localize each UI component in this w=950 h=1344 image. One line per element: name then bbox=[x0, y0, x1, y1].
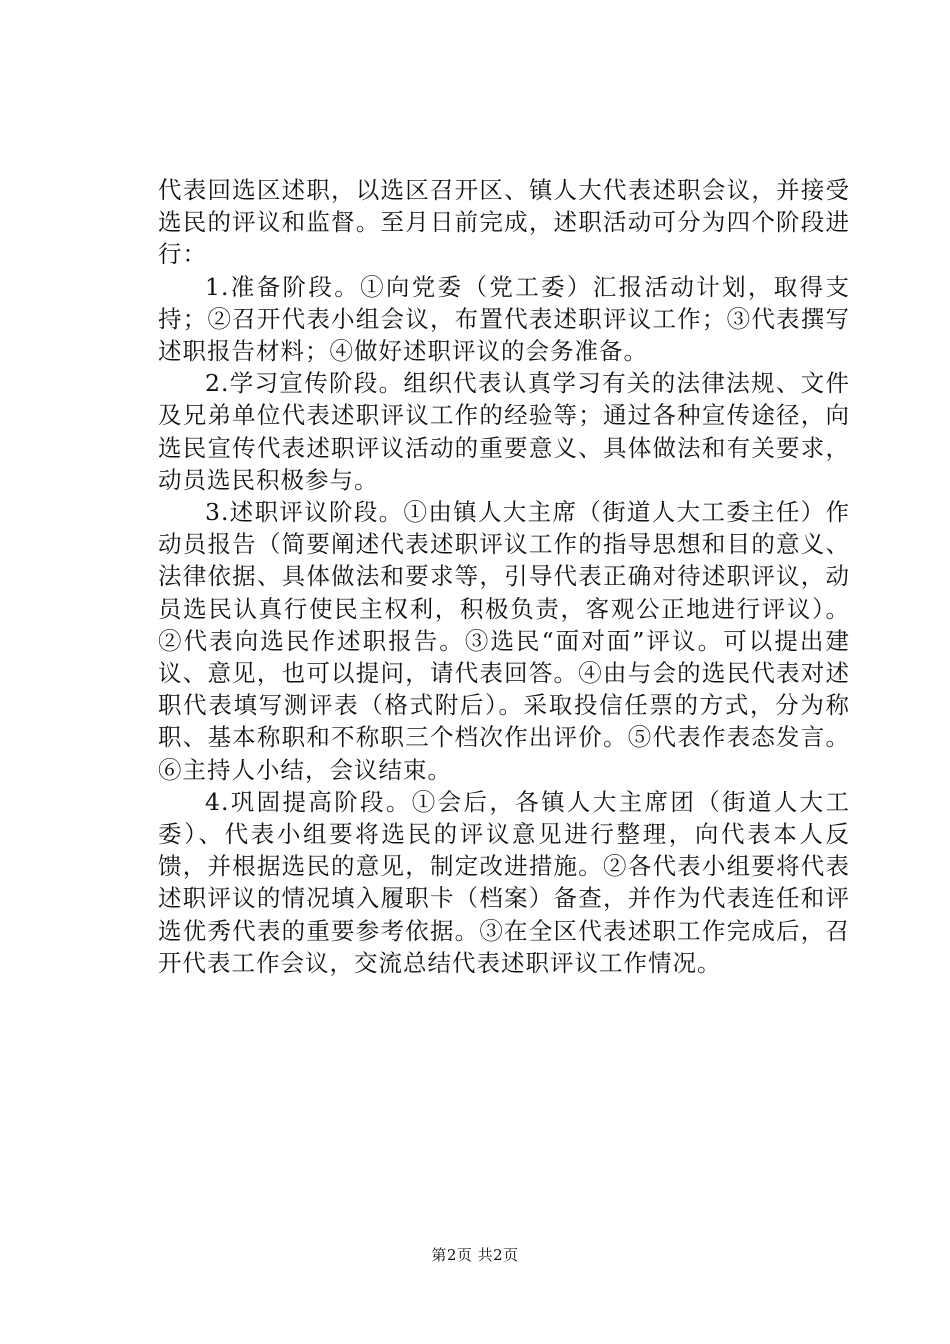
paragraph-stage-3: 3.述职评议阶段。①由镇人大主席（街道人大工委主任）作动员报告（简要阐述代表述职评议工作的指导思想和目的意义、法律依据、具体做法和要求等，引导代表正确对待述职评议，动员选民认真行使民主权利，积极负责，客观公正地进行评议）。②代表向选民作述职报告。③选民“面对面”评议。可以提出建议、意见，也可以提问，请代表回答。④由与会的选民代表对述职代表填写测评表（格式附后）。采取投信任票的方式，分为称职、基本称职和不称职三个档次作出评价。⑤代表作表态发言。⑥主持人小结，会议结束。 bbox=[158, 498, 850, 784]
paragraph-intro: 代表回选区述职，以选区召开区、镇人大代表述职会议，并接受选民的评议和监督。至月日前完成，述职活动可分为四个阶段进行： bbox=[158, 176, 850, 269]
paragraph-stage-1: 1.准备阶段。①向党委（党工委）汇报活动计划，取得支持；②召开代表小组会议，布置代表述职评议工作；③代表撰写述职报告材料；④做好述职评议的会务准备。 bbox=[158, 272, 850, 366]
document-body bbox=[158, 174, 850, 979]
paragraph-stage-2: 2.学习宣传阶段。组织代表认真学习有关的法律法规、文件及兄弟单位代表述职评议工作的经验等；通过各种宣传途径，向选民宣传代表述职评议活动的重要意义、具体做法和有关要求，动员选民积极参与。 bbox=[158, 369, 850, 494]
paragraph-stage-4: 4.巩固提高阶段。①会后，各镇人大主席团（街道人大工委）、代表小组要将选民的评议意见进行整理，向代表本人反馈，并根据选民的意见，制定改进措施。②各代表小组要将代表述职评议的情况填入履职卡（档案）备查，并作为代表连任和评选优秀代表的重要参考依据。③在全区代表述职工作完成后，召开代表工作会议，交流总结代表述职评议工作情况。 bbox=[158, 787, 850, 977]
page-number-footer: 第2页 共2页 bbox=[431, 1246, 519, 1264]
